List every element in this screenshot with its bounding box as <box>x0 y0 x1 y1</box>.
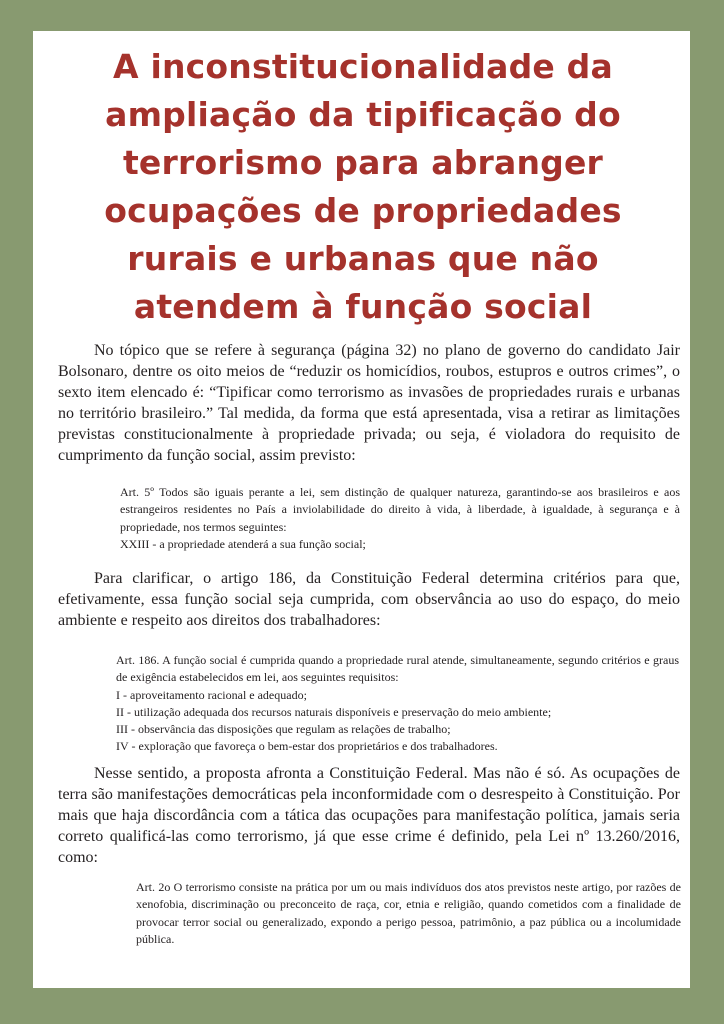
document-page <box>33 31 690 988</box>
quote-art-5 <box>120 484 680 553</box>
quote-art-2 <box>136 879 681 948</box>
paragraph-intro: No tópico que se refere à segurança (página 32) no plano de governo do candidato Jair Bolsonaro, dentre os oito meios de “reduzir os homicídios, roubos, estupros e outros crimes”, o sexto item elencado é: “Tipificar como terrorismo as invasões de propriedades rurais e urbanas no território brasileiro.” Tal medida, da forma que está apresentada, visa a retirar as limitações previstas constitucionalmente à propriedade privada; ou seja, é violadora do requisito de cumprimento da função social, assim previsto: <box>58 342 680 464</box>
article-title: A inconstitucionalidade da ampliação da tipificação do terrorismo para abranger ocupações de propriedades rurais e urbanas que não atendem à função social <box>104 47 622 326</box>
quote-line: Art. 186. A função social é cumprida quando a propriedade rural atende, simultaneamente, segundo critérios e graus de exigência estabelecidos em lei, aos seguintes requisitos: <box>116 653 679 685</box>
quote-line: Art. 2o O terrorismo consiste na prática por um ou mais indivíduos dos atos previstos neste artigo, por razões de xenofobia, discriminação ou preconceito de raça, cor, etnia e religião, quando cometidos com a finalidade de provocar terror social ou generalizado, expondo a perigo pessoa, patrimônio, a paz pública ou a incolumidade pública. <box>136 880 681 946</box>
quote-line: II - utilização adequada dos recursos naturais disponíveis e preservação do meio ambiente; <box>116 704 552 719</box>
quote-line: I - aproveitamento racional e adequado; <box>116 687 307 702</box>
quote-line: XXIII - a propriedade atenderá a sua função social; <box>120 536 366 551</box>
quote-line: Art. 5º Todos são iguais perante a lei, sem distinção de qualquer natureza, garantindo-se aos brasileiros e aos estrangeiros residentes no País a inviolabilidade do direito à vida, à liberdade, à igualdade, à segurança e à propriedade, nos termos seguintes: <box>120 485 680 534</box>
paragraph-conclusion: Nesse sentido, a proposta afronta a Constituição Federal. Mas não é só. As ocupações de terra são manifestações democráticas pela inconformidade com o desrespeito à Constituição. Por mais que haja discordância com a tática das ocupações para manifestação política, jamais seria correto qualificá-las como terrorismo, já que esse crime é definido, pela Lei nº 13.260/2016, como: <box>58 765 680 866</box>
paragraph-art-186: Para clarificar, o artigo 186, da Constituição Federal determina critérios para que, efetivamente, essa função social seja cumprida, com observância ao uso do espaço, do meio ambiente e respeito aos direitos dos trabalhadores: <box>58 570 680 629</box>
quote-art-186 <box>116 652 679 756</box>
quote-line: III - observância das disposições que regulam as relações de trabalho; <box>116 722 451 737</box>
quote-line: IV - exploração que favoreça o bem-estar dos proprietários e dos trabalhadores. <box>116 739 498 754</box>
